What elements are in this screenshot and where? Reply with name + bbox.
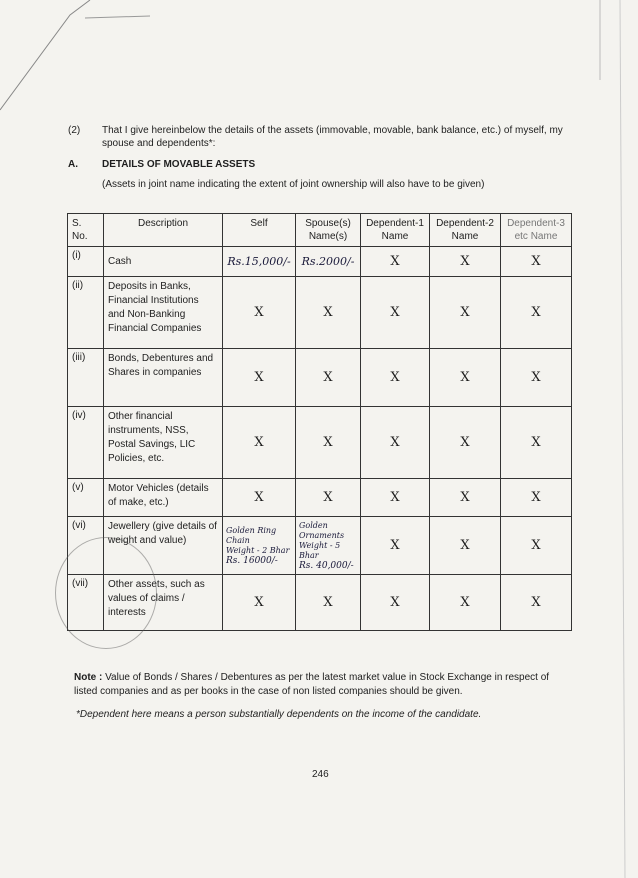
spouse-jewel-weight: Weight - 5 Bhar: [299, 540, 341, 560]
cell-self: X: [223, 349, 296, 407]
cell-self: X: [223, 479, 296, 517]
page-number: 246: [312, 769, 329, 780]
cell-dependent-1: X: [361, 277, 430, 349]
row-sno: (iv): [68, 407, 104, 479]
note-text: Value of Bonds / Shares / Debentures as per the latest market value in Stock Exchange in respect of listed companies and as per books in the case of non listed companies should be given.: [74, 672, 550, 697]
section-title: DETAILS OF MOVABLE ASSETS: [102, 159, 256, 170]
cell-self: X: [223, 407, 296, 479]
cell-spouse: [296, 517, 361, 575]
cell-dependent-3: X: [501, 479, 572, 517]
row-sno: (vi): [68, 517, 104, 575]
cell-dependent-3: X: [501, 407, 572, 479]
cell-dependent-1: X: [361, 407, 430, 479]
row-description: Motor Vehicles (details of make, etc.): [104, 479, 223, 517]
header-dependent-2: Dependent-2 Name: [430, 214, 501, 247]
header-spouse: Spouse(s) Name(s): [296, 214, 361, 247]
cell-dependent-1: X: [361, 479, 430, 517]
cell-dependent-1: X: [361, 575, 430, 631]
cell-self: Rs.15,000/-: [223, 247, 296, 277]
cell-dependent-2: X: [430, 479, 501, 517]
cell-dependent-2: X: [430, 277, 501, 349]
cell-spouse: X: [296, 349, 361, 407]
row-sno: (i): [68, 247, 104, 277]
row-description: Other financial instruments, NSS, Postal Savings, LIC Policies, etc.: [104, 407, 223, 479]
row-sno: (vii): [68, 575, 104, 631]
cell-self: X: [223, 277, 296, 349]
cell-dependent-2: X: [430, 349, 501, 407]
note-paragraph: [74, 671, 574, 699]
table-row: [68, 407, 572, 479]
cell-dependent-2: X: [430, 247, 501, 277]
row-description: Jewellery (give details of weight and value): [104, 517, 223, 575]
row-sno: (iii): [68, 349, 104, 407]
footnote: *Dependent here means a person substantially dependents on the income of the candidate.: [76, 709, 482, 720]
cell-spouse: X: [296, 479, 361, 517]
table-row: [68, 247, 572, 277]
cell-dependent-2: X: [430, 517, 501, 575]
self-jewel-item: Golden Ring: [226, 525, 277, 535]
spouse-jewel-item: Golden Ornaments: [299, 520, 345, 540]
cell-dependent-3: X: [501, 247, 572, 277]
cell-self: [223, 517, 296, 575]
table-header-row: [68, 214, 572, 247]
intro-text: That I give hereinbelow the details of the assets (immovable, movable, bank balance, etc.) of myself, my spouse and dependents*:: [102, 125, 563, 149]
cell-dependent-1: X: [361, 517, 430, 575]
header-dependent-3: Dependent-3 etc Name: [501, 214, 572, 247]
cell-spouse: X: [296, 407, 361, 479]
cell-spouse: X: [296, 575, 361, 631]
row-sno: (v): [68, 479, 104, 517]
row-description: Cash: [104, 247, 223, 277]
row-description: Bonds, Debentures and Shares in companies: [104, 349, 223, 407]
intro-number: (2): [68, 125, 81, 136]
official-stamp-seal: [55, 537, 157, 649]
table-row: [68, 349, 572, 407]
row-description: Deposits in Banks, Financial Institutions and Non-Banking Financial Companies: [104, 277, 223, 349]
cell-dependent-3: X: [501, 575, 572, 631]
row-sno: (ii): [68, 277, 104, 349]
section-label: A.: [68, 159, 78, 170]
table-row: [68, 277, 572, 349]
row-description: Other assets, such as values of claims / interests: [104, 575, 223, 631]
spouse-jewel-value: Rs. 40,000/-: [299, 560, 354, 571]
section-note: (Assets in joint name indicating the extent of joint ownership will also have to be given): [102, 179, 485, 190]
cell-self: X: [223, 575, 296, 631]
self-jewel-item-2: Chain: [226, 535, 250, 545]
cell-dependent-3: X: [501, 517, 572, 575]
self-jewel-value: Rs. 16000/-: [226, 555, 278, 566]
table-row: [68, 479, 572, 517]
cell-spouse: X: [296, 277, 361, 349]
cell-dependent-2: X: [430, 407, 501, 479]
note-label: Note :: [74, 672, 103, 683]
cell-dependent-3: X: [501, 277, 572, 349]
cell-spouse: Rs.2000/-: [296, 247, 361, 277]
header-self: Self: [223, 214, 296, 247]
header-dependent-1: Dependent-1 Name: [361, 214, 430, 247]
header-description: Description: [104, 214, 223, 247]
header-sno: S. No.: [68, 214, 104, 247]
cell-dependent-3: X: [501, 349, 572, 407]
cell-dependent-1: X: [361, 247, 430, 277]
self-jewel-weight: Weight - 2 Bhar: [226, 545, 290, 555]
cell-dependent-2: X: [430, 575, 501, 631]
cell-dependent-1: X: [361, 349, 430, 407]
